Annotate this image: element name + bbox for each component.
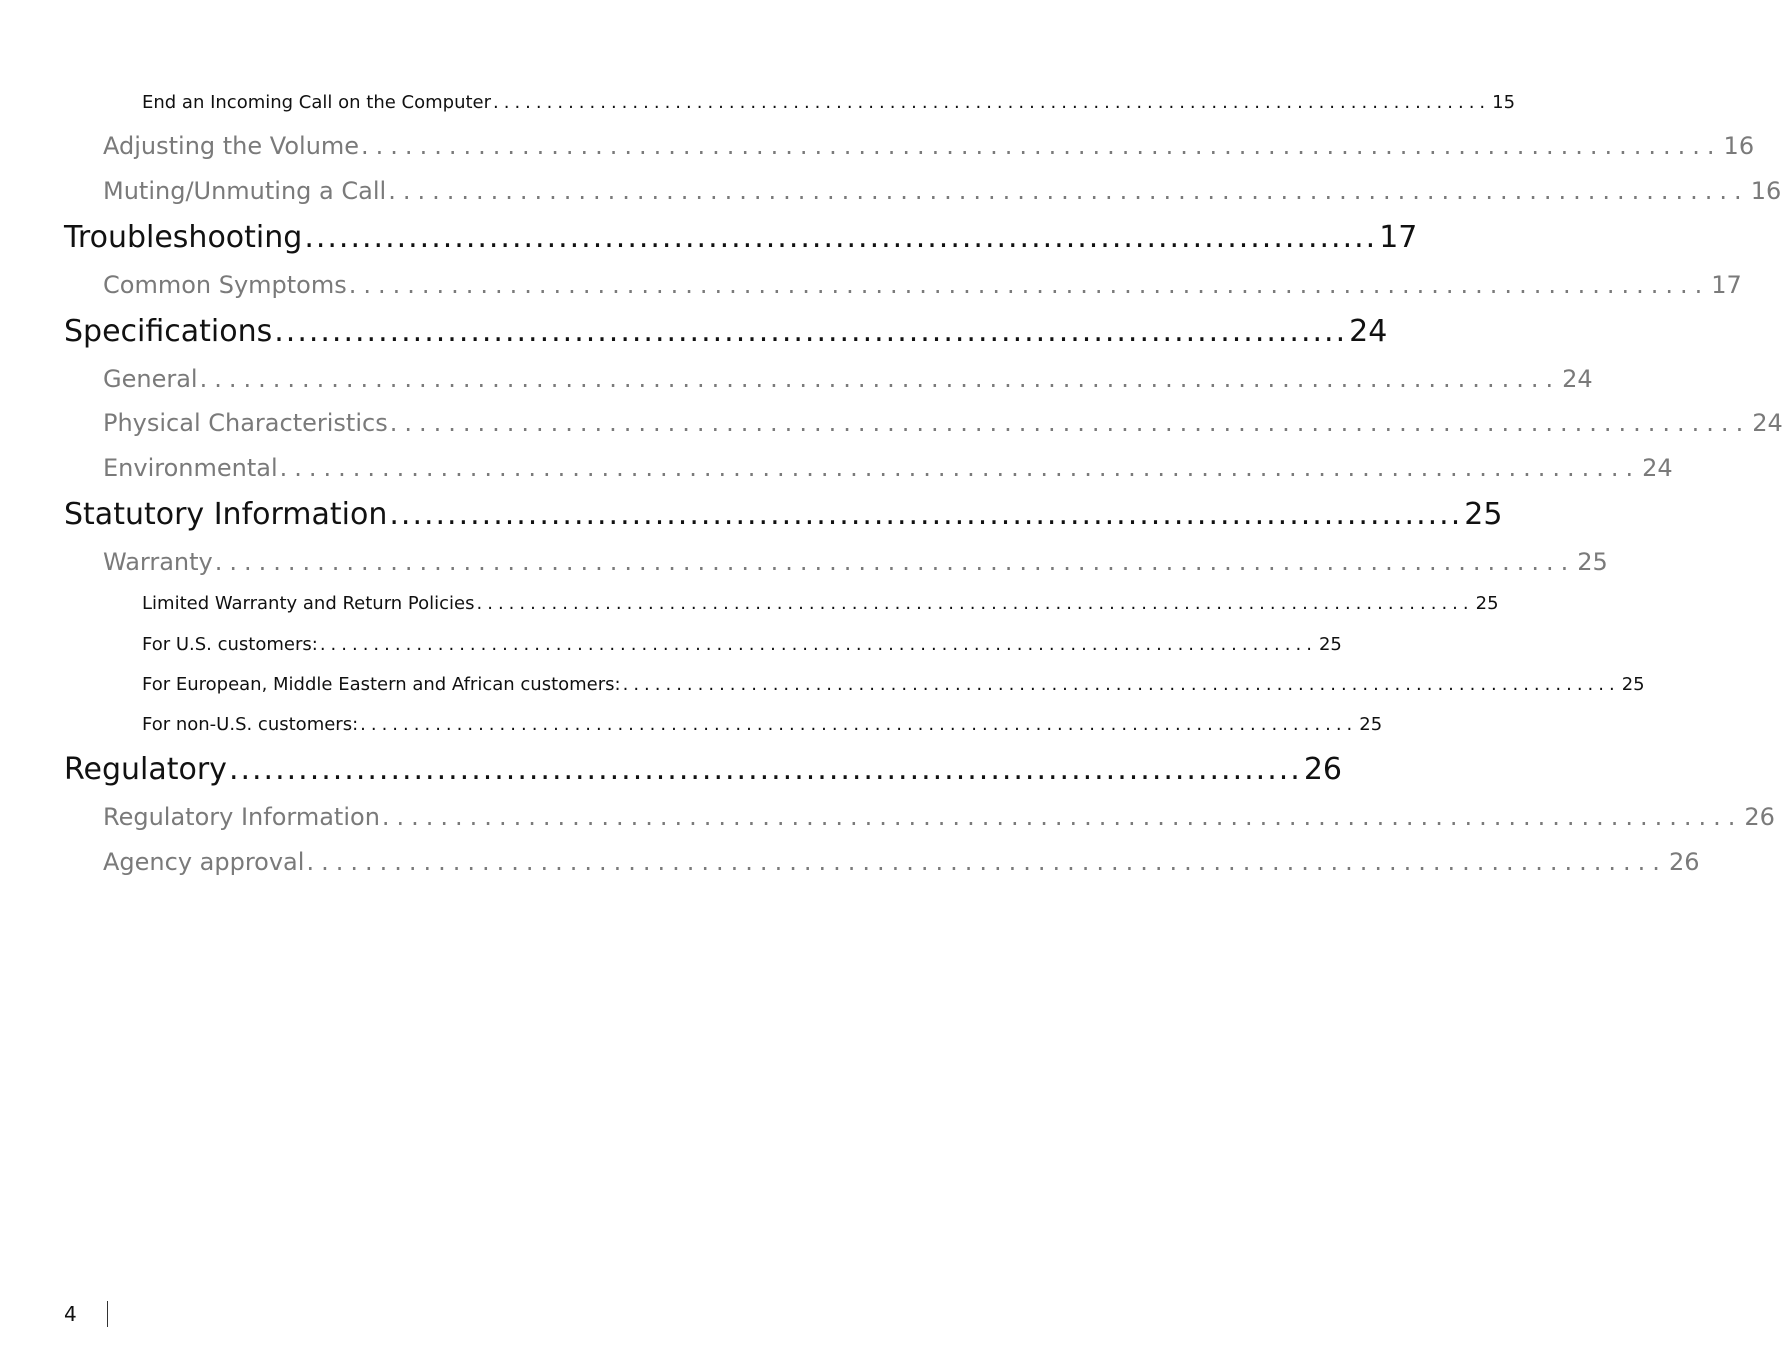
toc-entry-title: For European, Middle Eastern and African customers: [142,674,621,695]
toc-entry-limited-warranty[interactable] [142,593,1499,619]
toc-entry-muting-call[interactable] [103,177,1782,211]
dot-leader: ............................................................................................. [360,714,1358,735]
toc-entry-page: 25 [1621,674,1645,695]
toc-entry-general[interactable] [103,365,1593,399]
toc-entry-title: General [103,365,198,393]
dot-leader: ............................................................................................. [381,803,1743,831]
dot-leader: ............................................................................................. [274,314,1348,349]
dot-leader: ............................................................................................. [476,593,1474,614]
toc-entry-title: Troubleshooting [64,220,303,255]
toc-chapter-specifications[interactable] [64,314,1388,354]
toc-entry-page: 24 [1752,409,1783,437]
toc-entry-title: Specifications [64,314,273,349]
toc-entry-us-customers[interactable] [142,634,1342,660]
toc-entry-title: Environmental [103,454,278,482]
dot-leader: ............................................................................................. [493,92,1491,113]
dot-leader: ............................................................................................. [279,454,1641,482]
toc-entry-page: 25 [1577,548,1608,576]
toc-entry-warranty[interactable] [103,548,1608,582]
dot-leader: ............................................................................................. [306,848,1667,876]
toc-entry-common-symptoms[interactable] [103,271,1742,305]
toc-entry-environmental[interactable] [103,454,1673,488]
toc-entry-non-us-customers[interactable] [142,714,1383,740]
dot-leader: ............................................................................................. [622,674,1620,695]
toc-entry-page: 16 [1750,177,1782,205]
toc-entry-adjusting-volume[interactable] [103,132,1755,166]
toc-entry-page: 17 [1711,271,1742,299]
dot-leader: ............................................................................................. [389,409,1751,437]
dot-leader: ............................................................................................. [361,132,1722,160]
dot-leader: ............................................................................................. [389,497,1463,532]
toc-entry-title: Statutory Information [64,497,388,532]
toc-entry-title: Regulatory Information [103,803,380,831]
toc-entry-page: 26 [1668,848,1700,876]
toc-entry-end-incoming-call[interactable] [142,92,1516,118]
dot-leader: ............................................................................................. [304,220,1378,255]
toc-chapter-statutory-information[interactable] [64,497,1503,537]
toc-entry-title: Warranty [103,548,213,576]
toc-entry-page: 25 [1359,714,1383,735]
toc-entry-title: Limited Warranty and Return Policies [142,593,475,614]
toc-entry-page: 24 [1642,454,1673,482]
footer-divider [107,1301,108,1327]
dot-leader: ............................................................................................. [388,177,1749,205]
toc-entry-regulatory-information[interactable] [103,803,1775,837]
toc-entry-page: 25 [1318,634,1342,655]
toc-entry-page: 15 [1492,92,1516,113]
toc-entry-page: 25 [1475,593,1499,614]
toc-entry-title: For non-U.S. customers: [142,714,359,735]
toc-entry-title: Regulatory [64,752,227,787]
toc-chapter-regulatory[interactable] [64,752,1342,792]
toc-entry-title: Agency approval [103,848,305,876]
toc-entry-page: 26 [1744,803,1775,831]
toc-entry-page: 17 [1379,220,1418,255]
page-number: 4 [64,1302,77,1326]
dot-leader: ............................................................................................. [199,365,1561,393]
toc-chapter-troubleshooting[interactable] [64,220,1418,260]
toc-entry-title: For U.S. customers: [142,634,318,655]
toc-entry-page: 26 [1303,752,1342,787]
dot-leader: ............................................................................................. [319,634,1317,655]
dot-leader: ............................................................................................. [228,752,1302,787]
toc-entry-emea-customers[interactable] [142,674,1645,700]
toc-entry-title: Adjusting the Volume [103,132,360,160]
toc-entry-title: Common Symptoms [103,271,347,299]
toc-entry-agency-approval[interactable] [103,848,1700,882]
toc-entry-title: Muting/Unmuting a Call [103,177,387,205]
toc-entry-page: 16 [1723,132,1755,160]
dot-leader: ............................................................................................. [214,548,1576,576]
toc-entry-title: Physical Characteristics [103,409,388,437]
toc-entry-page: 24 [1349,314,1388,349]
toc-entry-physical-characteristics[interactable] [103,409,1783,443]
dot-leader: ............................................................................................. [348,271,1710,299]
toc-entry-page: 25 [1464,497,1503,532]
page-footer [64,1300,108,1328]
toc-entry-page: 24 [1562,365,1593,393]
toc-entry-title: End an Incoming Call on the Computer [142,92,492,113]
